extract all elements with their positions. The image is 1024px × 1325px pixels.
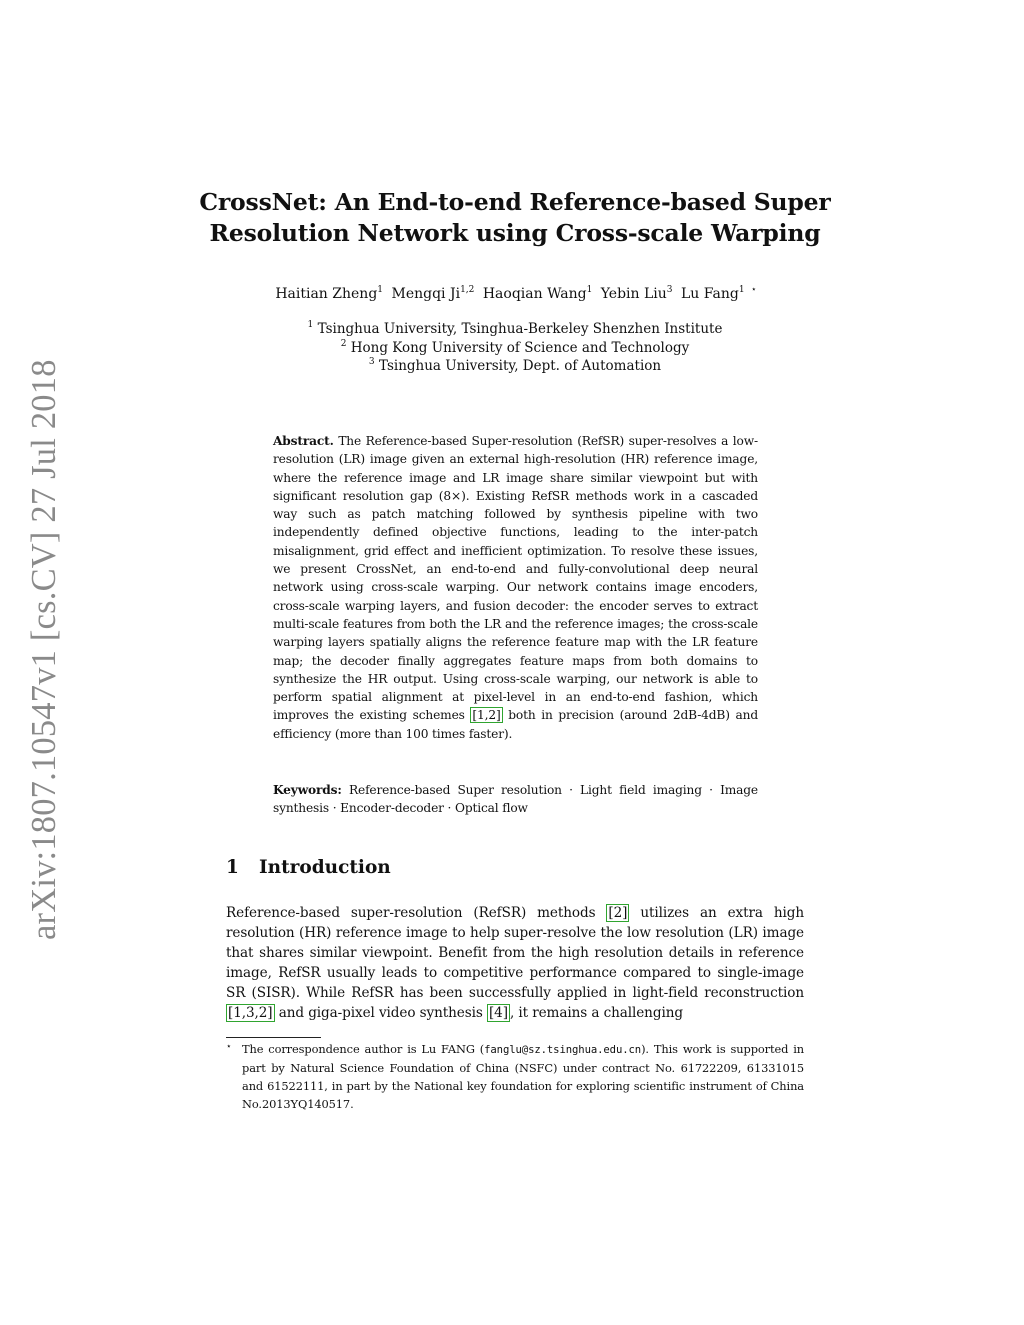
section-number: 1	[226, 857, 239, 878]
affiliation-text: Tsinghua University, Tsinghua-Berkeley Shenzhen Institute	[317, 321, 723, 337]
keywords-label: Keywords:	[273, 783, 342, 797]
abstract	[273, 432, 758, 743]
author-affil-mark: 1	[738, 285, 745, 295]
citation-link[interactable]: [4]	[488, 1005, 508, 1022]
author	[275, 286, 383, 302]
footnote-text-end: ). This work is supported in part by Natural Science Foundation of China (NSFC) under contract No. 61722209, 61331015 and 61522111, in part by the National key foundation for exploring scientific instrument of China No.2013YQ140517.	[242, 1042, 805, 1112]
section-title: Introduction	[259, 857, 391, 878]
footnote-rule	[226, 1037, 321, 1038]
author-affil-mark: 3	[666, 285, 673, 295]
citation-link[interactable]: [1,3,2]	[228, 1005, 273, 1022]
author	[681, 286, 745, 302]
intro-paragraph	[226, 903, 804, 1024]
intro-text: utilizes an extra high resolution (HR) reference image to help super-resolve the low resolution (LR) image that shares similar viewpoint. Benefit from the high resolution details in reference image, RefSR usually leads to competitive performance compared to single-image SR (SISR). While RefSR has been successfully applied in light-field reconstruction	[226, 905, 804, 1002]
author	[601, 286, 673, 302]
affiliation	[160, 339, 870, 358]
author-affil-mark: 1	[377, 285, 384, 295]
author-affil-mark: 1,2	[460, 285, 475, 295]
intro-text: and giga-pixel video synthesis	[274, 1005, 487, 1022]
footnote-text: The correspondence author is Lu FANG (	[242, 1042, 485, 1056]
abstract-text: The Reference-based Super-resolution (RefSR) super-resolves a low-resolution (LR) image given an external high-resolution (HR) reference image, where the reference image and LR image share similar viewpoint but with significant resolution gap (8×). Existing RefSR methods work in a cascaded way such as patch matching followed by synthesis pipeline with two independently defined objective functions, leading to the inter-patch misalignment, grid effect and inefficient optimization. To resolve these issues, we present CrossNet, an end-to-end and fully-convolutional deep neural network using cross-scale warping. Our network contains image encoders, cross-scale warping layers, and fusion decoder: the encoder serves to extract multi-scale features from both the LR and the reference images; the cross-scale warping layers spatially aligns the reference feature map with the LR feature map; the decoder finally aggregates feature maps from both domains to synthesize the HR output. Using cross-scale warping, our network is able to perform spatial alignment at pixel-level in an end-to-end fashion, which improves the existing schemes	[273, 434, 758, 723]
affiliation-mark: 3	[368, 357, 375, 367]
author-affil-mark: 1	[586, 285, 593, 295]
author	[391, 286, 474, 302]
affiliation	[160, 320, 870, 339]
citation-link[interactable]: [2]	[608, 905, 628, 921]
arxiv-identifier-stamp	[24, 359, 64, 940]
author-name: Haoqian Wang	[482, 286, 587, 302]
keywords	[273, 781, 758, 818]
author-name: Lu Fang	[680, 286, 739, 302]
keywords-text: Reference-based Super resolution · Light field imaging · Image synthesis · Encoder-decoder · Optical flow	[273, 783, 758, 816]
abstract-label: Abstract.	[273, 434, 334, 448]
footnote: ⋆ The correspondence author is Lu FANG (fanglu@sz.tsinghua.edu.cn). This work is supported in part by Natural Science Foundation of China (NSFC) under contract No. 61722209, 61331015 and 61522111, in part by the National key foundation for exploring scientific instrument of China No.2013YQ140517.	[226, 1042, 805, 1112]
intro-text: Reference-based super-resolution (RefSR) methods	[226, 905, 607, 921]
affiliation-text: Tsinghua University, Dept. of Automation	[378, 358, 662, 374]
arxiv-id-text: arXiv:1807.10547v1 [cs.CV] 27 Jul 2018	[25, 359, 63, 940]
affiliation-list	[160, 320, 870, 376]
author-name: Mengqi Ji	[391, 286, 461, 302]
author-name: Yebin Liu	[600, 286, 667, 302]
affiliation-mark: 1	[307, 320, 314, 330]
citation-link[interactable]: [1,2]	[472, 708, 501, 723]
author-name: Haitian Zheng	[275, 286, 378, 302]
corresponding-author-mark: ⋆	[751, 285, 757, 295]
intro-text: , it remains a challenging	[509, 1005, 683, 1022]
author-list	[160, 284, 870, 304]
affiliation-text: Hong Kong University of Science and Technology	[350, 339, 690, 356]
section-heading	[226, 856, 391, 880]
abstract-text-end: both in precision (around 2dB-4dB) and efficiency (more than 100 times faster).	[273, 708, 758, 741]
affiliation	[160, 357, 870, 376]
title-line-2: Resolution Network using Cross-scale Warping	[209, 219, 821, 247]
author	[483, 286, 592, 302]
email-link[interactable]: fanglu@sz.tsinghua.edu.cn	[484, 1044, 642, 1056]
affiliation-mark: 2	[340, 338, 347, 349]
paper-title	[160, 187, 870, 249]
title-line-1: CrossNet: An End-to-end Reference-based Super	[199, 188, 831, 216]
